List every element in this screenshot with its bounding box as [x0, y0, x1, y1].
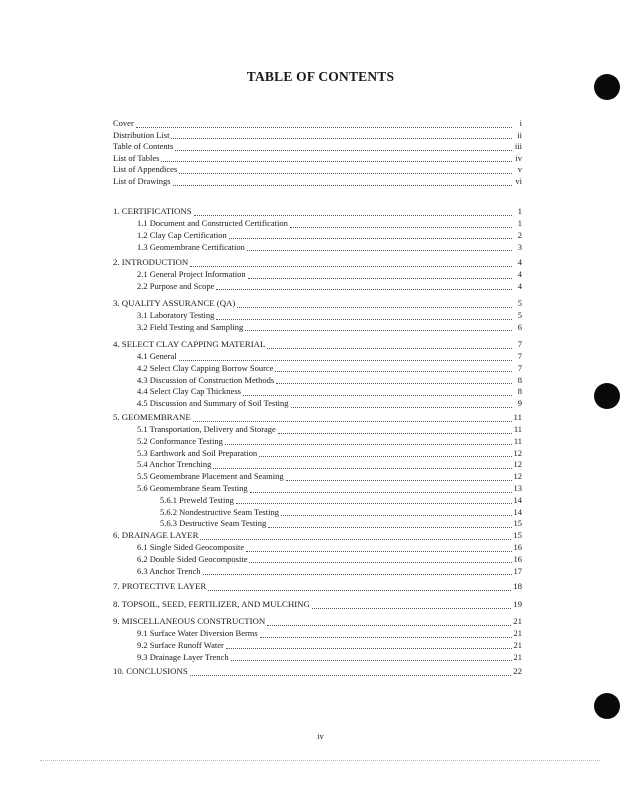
toc-subsection-item	[113, 242, 522, 253]
toc-entry-page: 12	[513, 459, 522, 470]
punch-hole-top	[594, 74, 620, 100]
toc-subsubsection-item	[113, 507, 522, 518]
toc-entry-page: 4	[517, 280, 522, 291]
toc-entry-page: 8	[517, 374, 522, 385]
toc-front-matter-item	[113, 130, 522, 141]
toc-entry-label: 4.3 Discussion of Construction Methods	[137, 374, 275, 385]
dot-leader	[173, 178, 512, 186]
dot-leader	[267, 341, 512, 349]
toc-subsection-item	[113, 363, 522, 374]
table-of-contents	[113, 0, 522, 800]
toc-entry-label: 9.3 Drainage Layer Trench	[137, 651, 229, 662]
toc-subsection-item	[113, 436, 522, 447]
page-title: TABLE OF CONTENTS	[246, 69, 395, 84]
toc-section-item	[113, 206, 522, 217]
toc-entry-label: 5.3 Earthwork and Soil Preparation	[137, 447, 258, 458]
toc-entry-page: 1	[517, 218, 522, 228]
dot-leader	[276, 376, 512, 384]
toc-section-item	[113, 257, 522, 268]
toc-entry-label: 1.1 Document and Constructed Certification	[137, 218, 288, 228]
toc-subsection-item	[113, 398, 522, 409]
dot-leader	[203, 567, 512, 575]
toc-entry-label: 2. INTRODUCTION	[113, 257, 189, 267]
toc-entry-page: 7	[517, 351, 522, 361]
toc-entry-label: 4.1 General	[137, 351, 177, 361]
toc-entry-page: 2	[517, 229, 522, 240]
dot-leader	[291, 400, 512, 408]
toc-section-item	[113, 412, 522, 423]
toc-entry-label: Cover	[113, 118, 134, 128]
toc-entry-label: 2.1 General Project Information	[137, 269, 246, 279]
toc-entry-label: 1. CERTIFICATIONS	[113, 206, 192, 216]
toc-entry-page: 13	[513, 483, 522, 493]
toc-entry-page: 21	[513, 639, 522, 650]
toc-entry-page: 5	[517, 310, 522, 320]
toc-subsection-item	[113, 471, 522, 482]
dot-leader	[267, 618, 511, 626]
dot-leader	[229, 231, 512, 239]
toc-entry-page: 14	[513, 506, 522, 517]
toc-section-item	[113, 616, 522, 627]
toc-entry-label: 5.6.3 Destructive Seam Testing	[160, 518, 267, 529]
toc-entry-page: 18	[513, 581, 522, 591]
toc-entry-label: 5.6 Geomembrane Seam Testing	[137, 483, 248, 493]
toc-front-matter-item	[113, 141, 522, 152]
toc-subsection-item	[113, 554, 522, 565]
toc-entry-page: 1	[517, 206, 522, 216]
toc-entry-page: 11	[513, 435, 522, 446]
toc-entry-page: 5	[517, 298, 522, 308]
toc-entry-page: 21	[513, 651, 522, 662]
toc-entry-page: 8	[517, 386, 522, 397]
dot-leader	[179, 166, 512, 174]
toc-subsection-item	[113, 218, 522, 229]
toc-entry-label: Distribution List	[113, 129, 170, 140]
toc-entry-page: 17	[513, 565, 522, 576]
toc-entry-label: 6.2 Double Sided Geocomposite	[137, 553, 248, 564]
toc-entry-page: v	[517, 164, 522, 175]
toc-subsection-item	[113, 310, 522, 321]
toc-subsection-item	[113, 652, 522, 663]
dot-leader	[225, 437, 512, 445]
dot-leader	[246, 544, 511, 552]
toc-subsection-item	[113, 424, 522, 435]
dot-leader	[250, 485, 512, 493]
toc-entry-page: 3	[517, 241, 522, 252]
toc-entry-label: 10. CONCLUSIONS	[113, 666, 188, 676]
toc-entry-page: 22	[513, 666, 522, 676]
toc-subsection-item	[113, 375, 522, 386]
toc-entry-page: vi	[515, 176, 522, 186]
toc-subsection-item	[113, 542, 522, 553]
dot-leader	[260, 630, 512, 638]
toc-entry-label: 4.5 Discussion and Summary of Soil Testing	[137, 398, 289, 409]
toc-subsection-item	[113, 230, 522, 241]
dot-leader	[179, 353, 512, 361]
toc-entry-page: 21	[513, 616, 522, 626]
dot-leader	[208, 583, 511, 591]
toc-entry-label: 6.1 Single Sided Geocomposite	[137, 542, 245, 552]
toc-entry-page: 4	[517, 257, 522, 267]
toc-entry-page: 14	[513, 494, 522, 505]
dot-leader	[275, 364, 512, 372]
toc-entry-label: 3.2 Field Testing and Sampling	[137, 321, 244, 332]
dot-leader	[286, 473, 512, 481]
dot-leader	[216, 282, 512, 290]
dot-leader	[278, 426, 512, 434]
toc-front-matter-item	[113, 153, 522, 164]
toc-section-item	[113, 581, 522, 592]
toc-entry-page: 4	[517, 269, 522, 279]
dot-leader	[216, 312, 512, 320]
toc-entry-label: 4.2 Select Clay Capping Borrow Source	[137, 362, 274, 373]
toc-entry-label: 5.1 Transportation, Delivery and Storage	[137, 424, 276, 434]
toc-entry-page: 12	[513, 447, 522, 458]
toc-entry-page: 21	[513, 628, 522, 638]
toc-entry-label: 4. SELECT CLAY CAPPING MATERIAL	[113, 339, 266, 349]
toc-entry-label: 4.4 Select Clay Cap Thickness	[137, 386, 241, 397]
dot-leader	[249, 555, 511, 563]
dot-leader	[136, 120, 512, 128]
toc-entry-label: 6. DRAINAGE LAYER	[113, 530, 199, 540]
toc-entry-label: 3. QUALITY ASSURANCE (QA)	[113, 298, 236, 308]
toc-subsection-item	[113, 322, 522, 333]
dot-leader	[190, 668, 511, 676]
toc-subsection-item	[113, 483, 522, 494]
toc-entry-page: 6	[517, 321, 522, 332]
toc-entry-label: List of Tables	[113, 152, 160, 163]
dot-leader	[259, 449, 511, 457]
dot-leader	[194, 208, 512, 216]
toc-section-item	[113, 666, 522, 677]
toc-section-item	[113, 599, 522, 610]
toc-section-item	[113, 339, 522, 350]
toc-entry-page: ii	[517, 129, 522, 140]
dot-leader	[161, 154, 512, 162]
page-number: iv	[317, 731, 324, 741]
dot-leader	[190, 259, 512, 267]
dot-leader	[175, 143, 512, 151]
dot-leader	[193, 414, 512, 422]
dot-leader	[237, 300, 512, 308]
toc-entry-label: List of Appendices	[113, 164, 178, 175]
punch-hole-bottom	[594, 693, 620, 719]
toc-entry-label: Table of Contents	[113, 141, 174, 152]
toc-section-item	[113, 298, 522, 309]
toc-entry-label: 8. TOPSOIL, SEED, FERTILIZER, AND MULCHING	[113, 599, 310, 609]
toc-subsection-item	[113, 640, 522, 651]
dot-leader	[236, 496, 512, 504]
punch-hole-middle	[594, 383, 620, 409]
toc-entry-page: 12	[513, 471, 522, 482]
dot-leader	[281, 508, 512, 516]
toc-entry-label: 2.2 Purpose and Scope	[137, 280, 215, 291]
toc-entry-page: 15	[513, 518, 522, 529]
toc-entry-page: 15	[513, 530, 522, 540]
dot-leader	[268, 520, 511, 528]
toc-entry-label: 5. GEOMEMBRANE	[113, 412, 191, 422]
toc-subsubsection-item	[113, 518, 522, 529]
toc-entry-label: 5.6.2 Nondestructive Seam Testing	[160, 506, 279, 517]
toc-entry-label: 5.2 Conformance Testing	[137, 435, 223, 446]
toc-subsubsection-item	[113, 495, 522, 506]
dot-leader	[247, 243, 512, 251]
toc-entry-page: 9	[517, 398, 522, 409]
toc-entry-label: 9. MISCELLANEOUS CONSTRUCTION	[113, 616, 266, 626]
toc-entry-label: 1.2 Clay Cap Certification	[137, 229, 227, 240]
dot-leader	[312, 601, 511, 609]
toc-front-matter-item	[113, 164, 522, 175]
toc-subsection-item	[113, 566, 522, 577]
toc-entry-page: iii	[514, 141, 522, 152]
toc-entry-page: 7	[517, 362, 522, 373]
toc-subsection-item	[113, 281, 522, 292]
toc-entry-page: 16	[513, 542, 522, 552]
toc-entry-label: 5.4 Anchor Trenching	[137, 459, 212, 470]
toc-section-item	[113, 530, 522, 541]
toc-entry-page: 11	[513, 424, 522, 434]
toc-subsection-item	[113, 351, 522, 362]
toc-entry-page: iv	[515, 152, 522, 163]
dot-leader	[213, 461, 511, 469]
toc-subsection-item	[113, 386, 522, 397]
toc-entry-page: 19	[513, 599, 522, 609]
dot-leader	[200, 532, 511, 540]
dot-leader	[171, 131, 512, 139]
dot-leader	[231, 653, 512, 661]
toc-entry-label: List of Drawings	[113, 176, 171, 186]
toc-entry-label: 1.3 Geomembrane Certification	[137, 241, 245, 252]
toc-entry-page: i	[519, 118, 522, 128]
dot-leader	[290, 220, 512, 228]
toc-entry-label: 3.1 Laboratory Testing	[137, 310, 215, 320]
toc-front-matter-item	[113, 118, 522, 129]
dot-leader	[245, 323, 512, 331]
toc-entry-label: 6.3 Anchor Trench	[137, 565, 201, 576]
dot-leader	[248, 271, 512, 279]
toc-subsection-item	[113, 628, 522, 639]
dot-leader	[243, 388, 512, 396]
toc-entry-label: 9.2 Surface Runoff Water	[137, 639, 224, 650]
toc-entry-label: 5.5 Geomembrane Placement and Seaming	[137, 471, 284, 482]
toc-entry-page: 16	[513, 553, 522, 564]
toc-subsection-item	[113, 459, 522, 470]
toc-entry-page: 11	[513, 412, 522, 422]
scan-artifact-line	[40, 760, 600, 762]
toc-subsection-item	[113, 448, 522, 459]
toc-entry-label: 7. PROTECTIVE LAYER	[113, 581, 207, 591]
toc-front-matter-item	[113, 176, 522, 187]
toc-entry-label: 5.6.1 Preweld Testing	[160, 494, 234, 505]
toc-subsection-item	[113, 269, 522, 280]
toc-entry-page: 7	[517, 339, 522, 349]
dot-leader	[226, 641, 512, 649]
toc-entry-label: 9.1 Surface Water Diversion Berms	[137, 628, 258, 638]
